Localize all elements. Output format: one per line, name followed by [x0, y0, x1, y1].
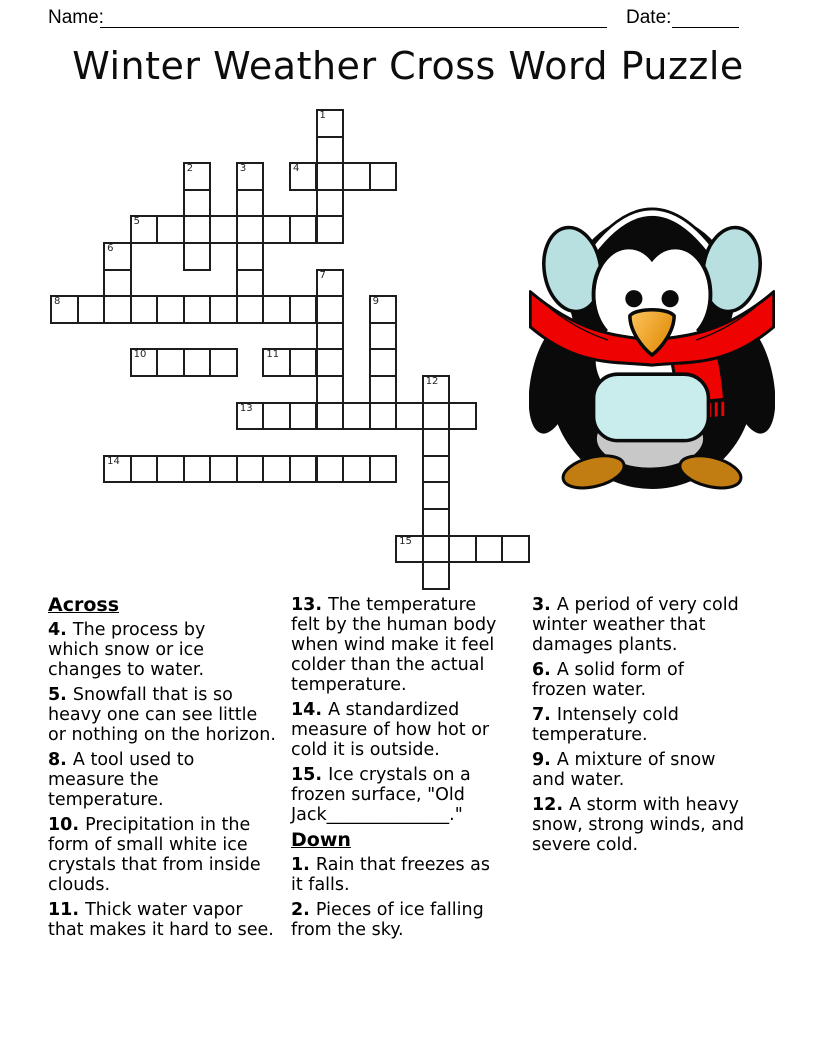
clue-item: 12. A storm with heavy snow, strong winds, and severe cold.: [532, 795, 745, 855]
crossword-cell[interactable]: [209, 455, 238, 484]
crossword-cell[interactable]: [130, 455, 159, 484]
clue-item: 11. Thick water vapor that makes it hard to see.: [48, 900, 274, 940]
crossword-cell[interactable]: [289, 348, 318, 377]
crossword-cell[interactable]: [369, 455, 398, 484]
cell-number: 14: [107, 455, 120, 467]
crossword-cell[interactable]: [77, 295, 106, 324]
crossword-cell[interactable]: [183, 189, 212, 218]
clue-item: 9. A mixture of snow and water.: [532, 750, 716, 790]
crossword-cell[interactable]: [422, 508, 451, 537]
cell-number: 1: [319, 110, 326, 121]
crossword-cell[interactable]: [289, 455, 318, 484]
crossword-cell[interactable]: [289, 162, 318, 191]
crossword-cell[interactable]: [236, 215, 265, 244]
clue-item: 14. A standardized measure of how hot or cold it is outside.: [291, 700, 490, 760]
crossword-cell[interactable]: [316, 189, 345, 218]
crossword-cell[interactable]: [316, 348, 345, 377]
clue-item: 4. The process by which snow or ice changes to water.: [48, 620, 206, 680]
cell-number: 4: [292, 163, 300, 175]
crossword-cell[interactable]: [262, 402, 291, 431]
crossword-cell[interactable]: [448, 402, 477, 431]
crossword-cell[interactable]: [422, 561, 451, 590]
crossword-cell[interactable]: [103, 269, 132, 298]
crossword-cell[interactable]: [342, 162, 371, 191]
cell-number: 11: [266, 349, 280, 361]
crossword-cell[interactable]: [156, 295, 185, 324]
crossword-cell[interactable]: [316, 162, 345, 191]
crossword-cell[interactable]: [501, 535, 530, 564]
clues-column: [532, 595, 772, 860]
clue-number: 6.: [532, 660, 557, 680]
crossword-cell[interactable]: [130, 295, 159, 324]
crossword-cell[interactable]: [316, 455, 345, 484]
crossword-cell[interactable]: [262, 455, 291, 484]
crossword-cell[interactable]: [183, 215, 212, 244]
crossword-cell[interactable]: [369, 375, 398, 404]
crossword-cell[interactable]: [316, 402, 345, 431]
name-field-line[interactable]: [100, 8, 607, 28]
crossword-cell[interactable]: [130, 215, 159, 244]
crossword-cell[interactable]: [289, 402, 318, 431]
clue-item: 3. A period of very cold winter weather that damages plants.: [532, 595, 739, 655]
clues-heading: Across: [48, 594, 120, 616]
crossword-cell[interactable]: [422, 455, 451, 484]
crossword-cell[interactable]: [209, 215, 238, 244]
crossword-cell[interactable]: [369, 402, 398, 431]
clue-number: 13.: [291, 595, 329, 615]
crossword-cell[interactable]: [236, 189, 265, 218]
clue-item: 2. Pieces of ice falling from the sky.: [291, 900, 484, 940]
crossword-cell[interactable]: [236, 402, 265, 431]
crossword-cell[interactable]: [369, 348, 398, 377]
crossword-cell[interactable]: [316, 215, 345, 244]
crossword-cell[interactable]: [236, 269, 265, 298]
cell-number: 3: [239, 163, 247, 175]
clues-column: [291, 595, 521, 945]
clues-column: [48, 595, 288, 945]
name-label: Name:: [48, 7, 104, 28]
cell-number: 7: [319, 269, 326, 281]
crossword-cell[interactable]: [289, 215, 318, 244]
clue-item: 8. A tool used to measure the temperature.: [48, 750, 195, 810]
crossword-cell[interactable]: [422, 428, 451, 457]
crossword-cell[interactable]: [369, 162, 398, 191]
winter-penguin-illustration: [529, 199, 775, 493]
clue-number: 10.: [48, 815, 86, 835]
clue-item: 6. A solid form of frozen water.: [532, 660, 684, 700]
crossword-cell[interactable]: [422, 375, 451, 404]
clue-item: 1. Rain that freezes as it falls.: [291, 855, 491, 895]
crossword-cell[interactable]: [130, 348, 159, 377]
crossword-cell[interactable]: [395, 535, 424, 564]
crossword-cell[interactable]: [262, 295, 291, 324]
cell-number: 15: [399, 535, 412, 547]
crossword-cell[interactable]: [316, 269, 345, 298]
clue-item: 7. Intensely cold temperature.: [532, 705, 679, 745]
crossword-cell[interactable]: [156, 215, 185, 244]
clue-number: 14.: [291, 700, 329, 720]
crossword-cell[interactable]: [316, 295, 345, 324]
clues-heading: Down: [291, 829, 351, 851]
clue-item: 13. The temperature felt by the human body when wind make it feel colder than the actual temperature.: [291, 595, 497, 695]
clue-number: 4.: [48, 620, 73, 640]
crossword-cell[interactable]: [183, 295, 212, 324]
crossword-cell[interactable]: [262, 348, 291, 377]
crossword-cell[interactable]: [103, 295, 132, 324]
clue-item: 15. Ice crystals on a frozen surface, "Old Jack______________.": [291, 765, 471, 825]
clue-number: 1.: [291, 855, 316, 875]
crossword-cell[interactable]: [183, 242, 212, 271]
clue-number: 15.: [291, 765, 329, 785]
clue-number: 3.: [532, 595, 557, 615]
clue-number: 7.: [532, 705, 557, 725]
crossword-cell[interactable]: [289, 295, 318, 324]
date-field-line[interactable]: [672, 8, 739, 28]
crossword-cell[interactable]: [422, 481, 451, 510]
crossword-cell[interactable]: [103, 455, 132, 484]
crossword-cell[interactable]: [156, 455, 185, 484]
clue-item: 10. Precipitation in the form of small white ice crystals that from inside clouds.: [48, 815, 261, 895]
date-label: Date:: [626, 7, 672, 28]
crossword-cell[interactable]: [316, 136, 345, 165]
cell-number: 10: [133, 349, 147, 361]
cell-number: 5: [133, 216, 141, 228]
crossword-cell[interactable]: [262, 215, 291, 244]
crossword-cell[interactable]: [422, 402, 451, 431]
page-title: Winter Weather Cross Word Puzzle: [72, 44, 744, 88]
cell-number: 2: [186, 163, 194, 175]
crossword-cell[interactable]: [183, 162, 212, 191]
crossword-cell[interactable]: [369, 322, 398, 351]
cell-number: 13: [239, 402, 253, 414]
crossword-cell[interactable]: [183, 455, 212, 484]
crossword-cell[interactable]: [209, 348, 238, 377]
crossword-cell[interactable]: [236, 295, 265, 324]
crossword-cell[interactable]: [316, 322, 345, 351]
crossword-cell[interactable]: [369, 295, 398, 324]
crossword-cell[interactable]: [475, 535, 504, 564]
clue-number: 11.: [48, 900, 86, 920]
crossword-cell[interactable]: [156, 348, 185, 377]
crossword-cell[interactable]: [316, 109, 345, 138]
clue-number: 5.: [48, 685, 73, 705]
cell-number: 6: [107, 243, 114, 254]
crossword-cell[interactable]: [236, 455, 265, 484]
crossword-cell[interactable]: [103, 242, 132, 271]
crossword-cell[interactable]: [395, 402, 424, 431]
clue-number: 8.: [48, 750, 73, 770]
crossword-cell[interactable]: [50, 295, 79, 324]
crossword-cell[interactable]: [236, 162, 265, 191]
cell-number: 9: [372, 296, 379, 308]
cell-number: 8: [54, 296, 61, 308]
clue-item: 5. Snowfall that is so heavy one can see little or nothing on the horizon.: [48, 685, 276, 745]
crossword-cell[interactable]: [448, 535, 477, 564]
crossword-cell[interactable]: [316, 375, 345, 404]
crossword-cell[interactable]: [209, 295, 238, 324]
crossword-cell[interactable]: [342, 402, 371, 431]
cell-number: 12: [425, 376, 439, 387]
crossword-cell[interactable]: [183, 348, 212, 377]
clue-number: 2.: [291, 900, 316, 920]
clue-number: 9.: [532, 750, 557, 770]
clue-number: 12.: [532, 795, 570, 815]
hand-muff: [594, 374, 709, 440]
crossword-cell[interactable]: [236, 242, 265, 271]
crossword-cell[interactable]: [422, 535, 451, 564]
crossword-cell[interactable]: [342, 455, 371, 484]
